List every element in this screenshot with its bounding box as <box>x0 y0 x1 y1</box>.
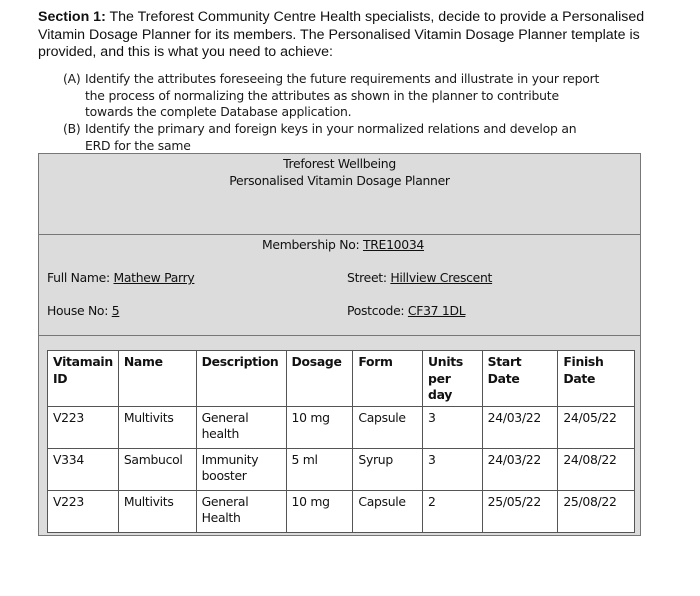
task-a-text: Identify the attributes foreseeing the future requirements and illustrate in your report the process of normalizing the attributes as shown in the planner to contribute towards the complete Database application. <box>85 71 600 120</box>
table-cell: 3 <box>423 448 483 490</box>
table-cell: Syrup <box>353 448 423 490</box>
table-cell: V223 <box>48 490 119 532</box>
section-heading <box>38 9 678 62</box>
table-cell: Immunity booster <box>196 448 286 490</box>
dosage-table <box>47 350 635 533</box>
col-header: Finish Date <box>558 351 635 407</box>
table-cell: Capsule <box>353 490 423 532</box>
table-cell: 25/08/22 <box>558 490 635 532</box>
table-cell: 2 <box>423 490 483 532</box>
table-cell: V223 <box>48 406 119 448</box>
table-cell: General health <box>196 406 286 448</box>
table-cell: General Health <box>196 490 286 532</box>
street-value: Hillview Crescent <box>390 270 493 285</box>
planner-title-2: Personalised Vitamin Dosage Planner <box>229 173 450 188</box>
fullname-field <box>47 270 194 286</box>
membership-value: TRE10034 <box>362 237 425 252</box>
fullname-label: Full Name: <box>47 270 114 285</box>
divider <box>39 335 640 336</box>
task-b-label: (B) <box>63 121 81 136</box>
section-text: The Treforest Community Centre Health specialists, decide to provide a Personalised Vitamin Dosage Planner for its members. The Personalised Vitamin Dosage Planner template is provided, and this is what you need to achieve: <box>38 9 645 60</box>
col-header: Vitamain ID <box>48 351 119 407</box>
table-cell: 25/05/22 <box>482 490 558 532</box>
divider <box>39 234 640 235</box>
table-cell: 24/03/22 <box>482 406 558 448</box>
table-cell: 24/05/22 <box>558 406 635 448</box>
col-header: Dosage <box>286 351 353 407</box>
col-header: Form <box>353 351 423 407</box>
house-label: House No: <box>47 303 112 318</box>
task-a-label: (A) <box>63 71 81 86</box>
col-header: Description <box>196 351 286 407</box>
table-cell: Multivits <box>118 490 196 532</box>
street-field <box>347 270 492 286</box>
table-row <box>48 406 635 448</box>
table-row <box>48 448 635 490</box>
postcode-value: CF37 1DL <box>407 303 466 318</box>
table-cell: 24/03/22 <box>482 448 558 490</box>
planner-title-1: Treforest Wellbeing <box>283 156 396 171</box>
fullname-value: Mathew Parry <box>113 270 195 285</box>
table-row <box>48 490 635 532</box>
street-label: Street: <box>347 270 391 285</box>
task-b-text: Identify the primary and foreign keys in your normalized relations and develop an ERD for the same <box>85 121 577 153</box>
col-header: Name <box>118 351 196 407</box>
postcode-label: Postcode: <box>347 303 408 318</box>
table-header-row <box>48 351 635 407</box>
house-field <box>47 303 119 319</box>
membership-label: Membership No: <box>262 237 363 252</box>
table-cell: Multivits <box>118 406 196 448</box>
table-cell: V334 <box>48 448 119 490</box>
table-cell: Sambucol <box>118 448 196 490</box>
section-label: Section 1: <box>38 9 106 25</box>
house-value: 5 <box>111 303 120 318</box>
table-cell: 10 mg <box>286 490 353 532</box>
table-cell: 3 <box>423 406 483 448</box>
postcode-field <box>347 303 465 319</box>
table-cell: Capsule <box>353 406 423 448</box>
table-cell: 24/08/22 <box>558 448 635 490</box>
table-cell: 10 mg <box>286 406 353 448</box>
col-header: Units per day <box>423 351 483 407</box>
membership-field <box>262 237 424 253</box>
col-header: Start Date <box>482 351 558 407</box>
vitamin-dosage-planner <box>38 153 641 536</box>
table-cell: 5 ml <box>286 448 353 490</box>
